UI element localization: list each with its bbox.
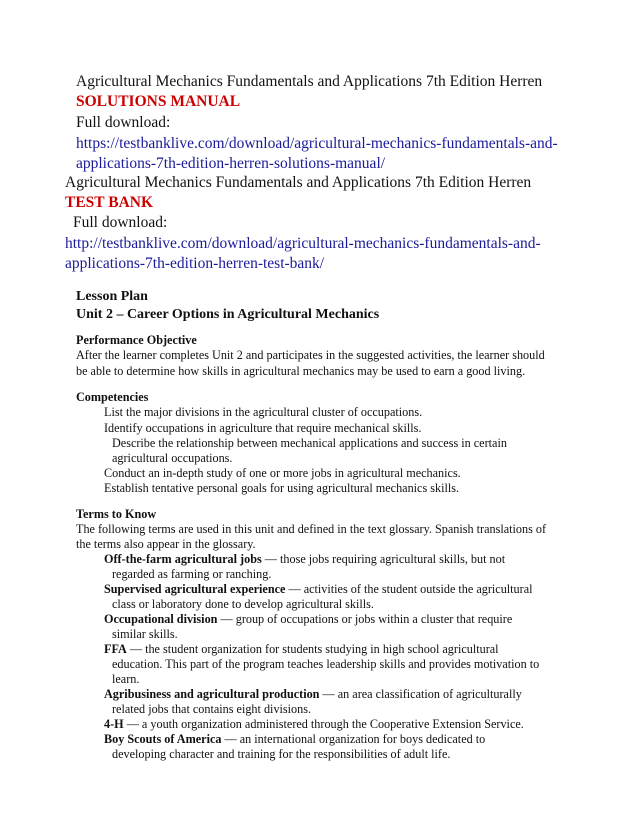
testbank-link-line-2[interactable]: applications-7th-edition-herren-test-bank/ bbox=[65, 255, 325, 272]
unit-title: Unit 2 – Career Options in Agricultural Mechanics bbox=[76, 307, 380, 322]
term-definition: — an area classification of agriculturally bbox=[319, 687, 522, 701]
term-definition: — group of occupations or jobs within a cluster that require bbox=[217, 612, 513, 626]
competency-item-5: Establish tentative personal goals for using agricultural mechanics skills. bbox=[104, 481, 460, 495]
term-item-1-cont: regarded as farming or ranching. bbox=[112, 567, 272, 581]
competencies-heading: Competencies bbox=[76, 390, 149, 404]
term-item-7 bbox=[104, 732, 485, 747]
term-item-7-cont: developing character and training for the responsibilities of adult life. bbox=[112, 747, 451, 761]
lesson-plan-heading: Lesson Plan bbox=[76, 289, 148, 304]
testbank-link-line-1[interactable]: http://testbanklive.com/download/agricultural-mechanics-fundamentals-and- bbox=[65, 235, 541, 252]
term-item-6 bbox=[104, 717, 524, 732]
competency-item-4: Conduct an in-depth study of one or more jobs in agricultural mechanics. bbox=[104, 466, 461, 480]
term-item-5-cont: related jobs that contains eight divisions. bbox=[112, 702, 312, 716]
solutions-download-link[interactable] bbox=[76, 135, 558, 173]
term-name: Boy Scouts of America bbox=[104, 732, 222, 746]
competency-item-1: List the major divisions in the agricultural cluster of occupations. bbox=[104, 405, 423, 419]
document-title-solutions: Agricultural Mechanics Fundamentals and Applications 7th Edition Herren bbox=[76, 73, 543, 90]
terms-intro-line-1: The following terms are used in this unit and defined in the text glossary. Spanish translations of bbox=[76, 522, 547, 536]
term-item-4 bbox=[104, 642, 499, 657]
term-name: Off-the-farm agricultural jobs bbox=[104, 552, 262, 566]
competency-item-2: Identify occupations in agriculture that require mechanical skills. bbox=[104, 421, 422, 435]
solutions-link-line-1[interactable]: https://testbanklive.com/download/agricultural-mechanics-fundamentals-and- bbox=[76, 135, 558, 152]
full-download-label-2: Full download: bbox=[73, 214, 168, 231]
testbank-download-link[interactable] bbox=[65, 235, 541, 273]
term-item-3 bbox=[104, 612, 512, 627]
term-definition: — the student organization for students studying in high school agricultural bbox=[126, 642, 499, 656]
term-item-4-cont-1: education. This part of the program teaches leadership skills and provides motivation to bbox=[112, 657, 540, 671]
competency-item-3: Describe the relationship between mechanical applications and success in certain bbox=[112, 436, 507, 450]
term-item-5 bbox=[104, 687, 522, 702]
term-name: FFA bbox=[104, 642, 127, 656]
term-item-2 bbox=[104, 582, 533, 597]
full-download-label-1: Full download: bbox=[76, 114, 171, 131]
competency-item-3-cont: agricultural occupations. bbox=[112, 451, 233, 465]
term-definition: — an international organization for boys dedicated to bbox=[221, 732, 486, 746]
solutions-link-line-2[interactable]: applications-7th-edition-herren-solutions-manual/ bbox=[76, 155, 386, 172]
performance-objective-line-2: be able to determine how skills in agricultural mechanics may be used to earn a good living. bbox=[76, 364, 526, 378]
terms-intro-line-2: the terms also appear in the glossary. bbox=[76, 537, 256, 551]
document-title-testbank: Agricultural Mechanics Fundamentals and Applications 7th Edition Herren bbox=[65, 174, 532, 191]
terms-heading: Terms to Know bbox=[76, 507, 157, 521]
term-item-2-cont: class or laboratory done to develop agricultural skills. bbox=[112, 597, 374, 611]
term-definition: — a youth organization administered through the Cooperative Extension Service. bbox=[123, 717, 524, 731]
term-name: Occupational division bbox=[104, 612, 218, 626]
term-item-4-cont-2: learn. bbox=[112, 672, 140, 686]
performance-objective-heading: Performance Objective bbox=[76, 333, 197, 347]
solutions-manual-label: SOLUTIONS MANUAL bbox=[76, 93, 241, 110]
term-definition: — activities of the student outside the agricultural bbox=[285, 582, 533, 596]
term-name: Agribusiness and agricultural production bbox=[104, 687, 320, 701]
term-definition: — those jobs requiring agricultural skills, but not bbox=[261, 552, 506, 566]
test-bank-label: TEST BANK bbox=[65, 194, 154, 211]
term-name: 4-H bbox=[104, 717, 124, 731]
term-item-3-cont: similar skills. bbox=[112, 627, 178, 641]
term-item-1 bbox=[104, 552, 505, 567]
term-name: Supervised agricultural experience bbox=[104, 582, 286, 596]
performance-objective-line-1: After the learner completes Unit 2 and participates in the suggested activities, the learner should bbox=[76, 348, 545, 362]
